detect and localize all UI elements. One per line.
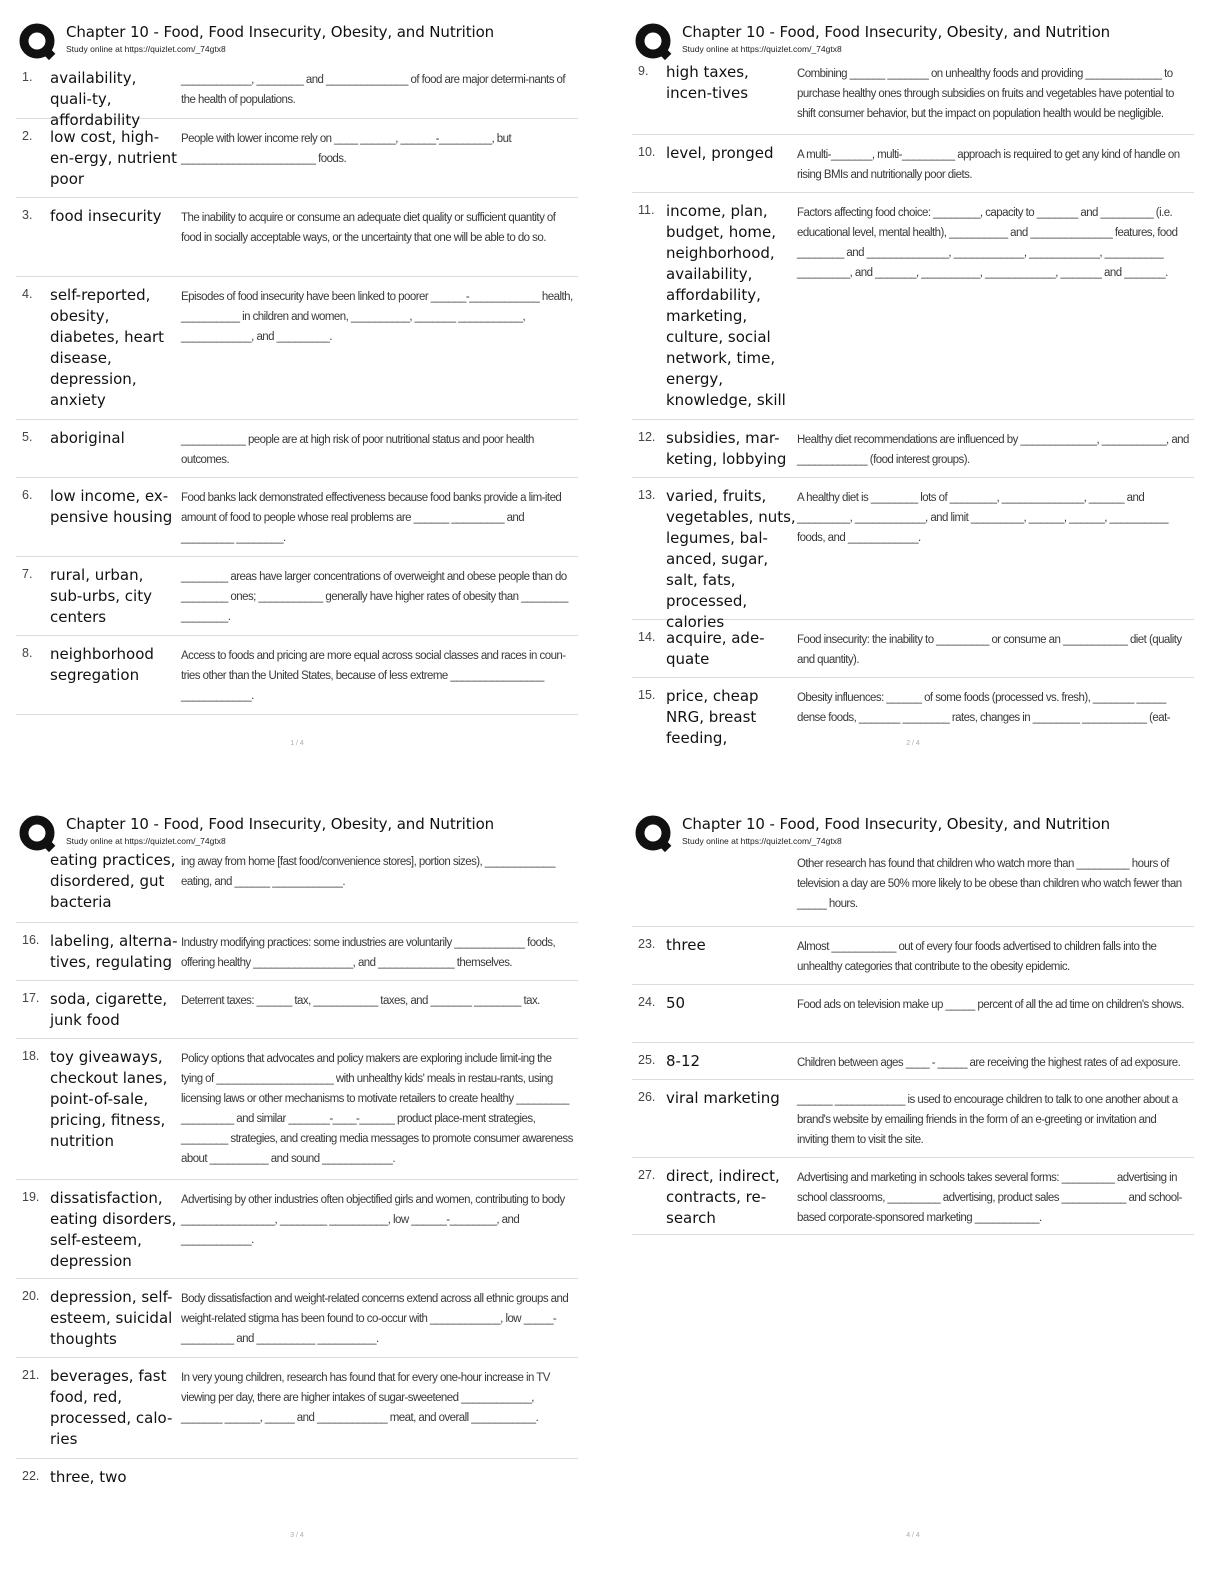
card-term: 8-12: [666, 1052, 701, 1070]
card: [16, 1459, 578, 1499]
card-number: 13.: [638, 488, 656, 502]
study-online-link[interactable]: Study online at https://quizlet.com/_74gtx8: [66, 836, 226, 846]
card-term: neighborhood segregation: [50, 645, 154, 684]
card-term: aboriginal: [50, 429, 125, 447]
card: [16, 119, 578, 198]
card: [16, 60, 578, 129]
card-number: 18.: [22, 1049, 40, 1063]
card: [632, 1043, 1194, 1080]
page-header: [632, 16, 1210, 56]
card-list: [16, 844, 578, 1499]
card-number: 10.: [638, 145, 656, 159]
card-number: 17.: [22, 991, 40, 1005]
card: [16, 1358, 578, 1459]
card-number: 4.: [22, 287, 33, 301]
card-number: 14.: [638, 630, 656, 644]
card-term: dissatisfaction, eating disorders, self-esteem, depression: [50, 1189, 177, 1270]
card-number: 26.: [638, 1090, 656, 1104]
card-number: 24.: [638, 995, 656, 1009]
card-definition: A multi-_______, multi-_________ approach is required to get any kind of handle on rising BMIs and nutritionally poor diets.: [797, 149, 1180, 181]
card-definition: Access to foods and pricing are more equal across social classes and races in coun-tries other than the United States, because of less extreme ________________ ____________.: [181, 650, 566, 702]
card-definition: Food ads on television make up _____ percent of all the ad time on children's shows.: [797, 999, 1184, 1011]
card-term: soda, cigarette, junk food: [50, 990, 168, 1029]
card-number: 12.: [638, 430, 656, 444]
card-definition: Combining ______ _______ on unhealthy foods and providing _____________ to purchase healthy ones through subsidies on fruits and vegetables have potential to shift consumer behavior, but the impact on population health would be negligible.: [797, 68, 1174, 120]
card: [16, 1039, 578, 1180]
page-number: 3 / 4: [290, 1532, 304, 1539]
card-term: direct, indirect, contracts, re-search: [666, 1167, 780, 1227]
card-definition: Industry modifying practices: some industries are voluntarily ____________ foods, offering healthy _________________, and _____________ themselves.: [181, 937, 556, 969]
card-term: low cost, high-en-ergy, nutrient poor: [50, 128, 178, 188]
card-number: 16.: [22, 933, 40, 947]
card-continued: [16, 844, 578, 923]
page-title: Chapter 10 - Food, Food Insecurity, Obesity, and Nutrition: [682, 23, 1111, 41]
card: [632, 420, 1194, 478]
study-online-link[interactable]: Study online at https://quizlet.com/_74gtx8: [682, 44, 842, 54]
card-definition: Almost ___________ out of every four foods advertised to children falls into the unhealthy categories that contribute to the obesity epidemic.: [797, 941, 1157, 973]
card: [16, 420, 578, 478]
card: [632, 1158, 1194, 1235]
card-definition: ___________ people are at high risk of poor nutritional status and poor health outcomes.: [181, 434, 534, 466]
card-term: viral marketing: [666, 1089, 780, 1107]
card-term: low income, ex-pensive housing: [50, 487, 173, 526]
study-online-link[interactable]: Study online at https://quizlet.com/_74gtx8: [682, 836, 842, 846]
card-definition: People with lower income rely on ____ ______, ______-_________, but _______________________ foods.: [181, 133, 512, 165]
card: [16, 277, 578, 420]
card: [16, 981, 578, 1039]
card-definition: Deterrent taxes: ______ tax, ___________ taxes, and _______ ________ tax.: [181, 995, 540, 1007]
card-term: toy giveaways, checkout lanes, point-of-sale, pricing, fitness, nutrition: [50, 1048, 168, 1150]
card-definition: Food insecurity: the inability to _________ or consume an ___________ diet (quality and quantity).: [797, 634, 1182, 666]
card-number: 20.: [22, 1289, 40, 1303]
card-term: beverages, fast food, red, processed, calo-ries: [50, 1367, 173, 1448]
card-definition: ____________, ________ and ______________ of food are major determi-nants of the health of populations.: [181, 74, 566, 106]
card-term: level, pronged: [666, 144, 774, 162]
card-definition: Body dissatisfaction and weight-related concerns extend across all ethnic groups and weight-related stigma has been found to co-occur with ____________, low _____-_________ and __________ __________.: [181, 1293, 569, 1345]
card-term: acquire, ade-quate: [666, 629, 765, 668]
page-number: 1 / 4: [290, 740, 304, 747]
page-4: [632, 808, 1210, 1586]
card-definition: Obesity influences: ______ of some foods (processed vs. fresh), _______ _____ dense foods, _______ ________ rates, changes in ________ ___________ (eat-: [797, 692, 1171, 724]
card-term: three, two: [50, 1468, 127, 1486]
card-number: 21.: [22, 1368, 40, 1382]
page-title: Chapter 10 - Food, Food Insecurity, Obesity, and Nutrition: [66, 23, 495, 41]
card-term: income, plan, budget, home, neighborhood, availability, affordability, marketing, culture, social network, time, energy, knowledge, skill: [666, 202, 786, 409]
card-definition: Policy options that advocates and policy makers are exploring include limit-ing the tying of ____________________ with unhealthy kids' meals in restau-rants, using licensing laws or other mechanisms to motivate retailers to create healthy _________ _________ and similar _______-____-______ product place-ment strategies, ________ strategies, and creating media messages to promote consumer awareness about __________ and sound ____________.: [181, 1053, 573, 1165]
card: [632, 193, 1194, 420]
card-definition: Food banks lack demonstrated effectiveness because food banks provide a lim-ited amount of food to people whose real problems are ______ _________ and _________ ________.: [181, 492, 562, 544]
page-number: 2 / 4: [906, 740, 920, 747]
card-definition: ______ ____________ is used to encourage children to talk to one another about a brand's website by emailing friends in the form of an e-greeting or invitation and inviting them to visit the site.: [797, 1094, 1178, 1146]
card-number: 6.: [22, 488, 33, 502]
card-number: 11.: [638, 203, 655, 217]
card-term: self-reported, obesity, diabetes, heart disease, depression, anxiety: [50, 286, 165, 409]
card-number: 1.: [22, 70, 33, 84]
card: [632, 478, 1194, 631]
card-definition: Advertising and marketing in schools takes several forms: _________ advertising in school classrooms, _________ advertising, product sales ___________ and school-based corporate-sponsored marketing ___________.: [797, 1172, 1182, 1224]
card-definition: Children between ages ____ - _____ are receiving the highest rates of ad exposure.: [797, 1057, 1181, 1069]
card-term: availability, quali-ty, affordability: [50, 69, 141, 129]
card-definition: Factors affecting food choice: ________, capacity to _______ and _________ (i.e. educational level, mental health), __________ and ______________ features, food ________ and ______________, ____________, ____________, __________ _________, and _______, __________, ____________, _______ and _______.: [797, 207, 1178, 279]
card-term: three: [666, 936, 706, 954]
card-term: eating practices, disordered, gut bacteria: [50, 851, 176, 911]
card: [632, 56, 1194, 135]
card: [632, 1080, 1194, 1158]
card: [16, 636, 578, 715]
card-number: 19.: [22, 1190, 40, 1204]
card-term: subsidies, mar-keting, lobbying: [666, 429, 787, 468]
card: [632, 620, 1194, 678]
card-number: 3.: [22, 208, 33, 222]
page-header: [16, 16, 594, 56]
card-definition: ________ areas have larger concentrations of overweight and obese people than do ________ ones; ___________ generally have higher rates of obesity than ________ ________.: [181, 571, 568, 623]
page-header: [16, 808, 594, 848]
card-term: price, cheap NRG, breast feeding,: [666, 687, 759, 747]
page-2: [632, 16, 1210, 794]
card-number: 9.: [638, 64, 649, 78]
card-number: 25.: [638, 1053, 656, 1067]
card-number: 22.: [22, 1469, 40, 1483]
card-continued: [632, 844, 1194, 927]
page-title: Chapter 10 - Food, Food Insecurity, Obesity, and Nutrition: [66, 815, 495, 833]
card-definition: Advertising by other industries often objectified girls and women, contributing to body ________________, ________ __________, low ______-________, and ____________.: [181, 1194, 565, 1246]
card-number: 2.: [22, 129, 33, 143]
card-definition: Other research has found that children who watch more than _________ hours of television a day are 50% more likely to be obese than children who watch fewer than _____ hours.: [797, 858, 1182, 910]
study-online-link[interactable]: Study online at https://quizlet.com/_74gtx8: [66, 44, 226, 54]
card-term: rural, urban, sub-urbs, city centers: [50, 566, 152, 626]
card: [16, 1180, 578, 1279]
card-definition: Healthy diet recommendations are influenced by _____________, ___________, and ____________ (food interest groups).: [797, 434, 1189, 466]
card-definition: In very young children, research has found that for every one-hour increase in TV viewing per day, there are higher intakes of sugar-sweetened ____________, _______ ______, _____ and ____________ meat, and overall ___________.: [181, 1372, 550, 1424]
card: [632, 985, 1194, 1043]
card: [16, 923, 578, 981]
card-list: [16, 60, 578, 715]
card: [632, 927, 1194, 985]
card-number: 27.: [638, 1168, 656, 1182]
page-title: Chapter 10 - Food, Food Insecurity, Obesity, and Nutrition: [682, 815, 1111, 833]
card-list: [632, 844, 1194, 1235]
card-number: 5.: [22, 430, 33, 444]
card: [16, 478, 578, 557]
card-term: labeling, alterna-tives, regulating: [50, 932, 178, 971]
page-3: [16, 808, 594, 1586]
card-number: 23.: [638, 937, 656, 951]
card: [16, 557, 578, 636]
quizlet-logo-icon: [18, 22, 58, 62]
card-number: 7.: [22, 567, 33, 581]
page-header: [632, 808, 1210, 848]
card-number: 15.: [638, 688, 656, 702]
card-definition: A healthy diet is ________ lots of ________, ______________, ______ and _________, ____________, and limit _________, ______, ______, __________ foods, and ____________.: [797, 492, 1168, 544]
card-term: food insecurity: [50, 207, 162, 225]
card: [632, 135, 1194, 193]
card-definition: Episodes of food insecurity have been linked to poorer ______-____________ health, __________ in children and women, __________, _______ ___________, ____________, and _________.: [181, 291, 573, 343]
card-definition: ing away from home [fast food/convenience stores], portion sizes), ____________ eating, and ______ ____________.: [181, 856, 555, 888]
card: [16, 1279, 578, 1358]
card-number: 8.: [22, 646, 33, 660]
page-number: 4 / 4: [906, 1532, 920, 1539]
card-term: varied, fruits, vegetables, nuts, legumes, bal-anced, sugar, salt, fats, processed, calories: [666, 487, 796, 631]
card-term: depression, self-esteem, suicidal thoughts: [50, 1288, 173, 1348]
card-term: high taxes, incen-tives: [666, 63, 749, 102]
card-definition: The inability to acquire or consume an adequate diet quality or sufficient quantity of food in socially acceptable ways, or the uncertainty that one will be able to do so.: [181, 212, 556, 244]
page-1: [16, 16, 594, 794]
card-term: 50: [666, 994, 686, 1012]
card: [16, 198, 578, 277]
